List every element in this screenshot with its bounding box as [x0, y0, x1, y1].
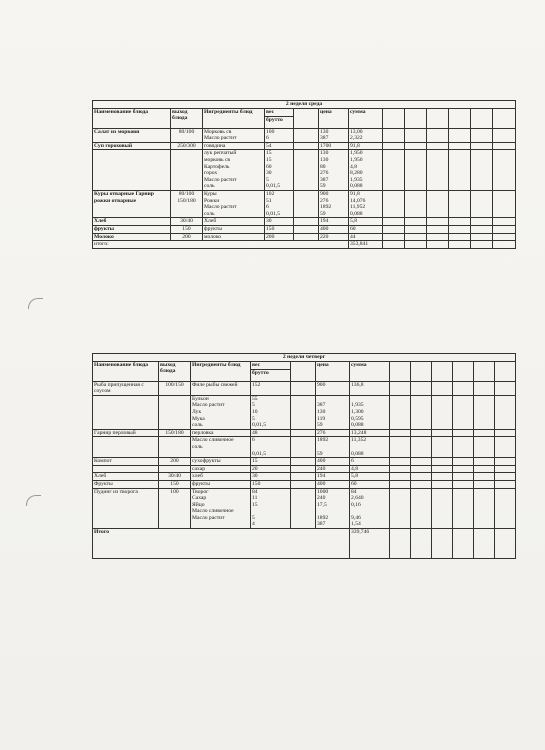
col-header-price: цена [316, 361, 350, 381]
col-header-sum: сумма [349, 108, 383, 128]
table-row [93, 395, 516, 429]
dish-name: фрукты [93, 225, 171, 233]
dish-output: 100 [159, 488, 191, 529]
dish-sum: 136,8 [350, 381, 390, 395]
dish-weight: 152 [251, 381, 291, 395]
dish-ingredients: говядина [203, 142, 265, 150]
dish-weight: 20 [251, 465, 291, 473]
table-row [93, 150, 516, 191]
dish-ingredients: сахар [191, 465, 251, 473]
dish-price: 1700 [319, 142, 349, 150]
menu-table-wednesday [92, 100, 516, 249]
dish-ingredients: Хлеб [203, 218, 265, 226]
table-row [93, 190, 516, 217]
dish-name [93, 150, 171, 191]
col-header-gross: брутто [265, 116, 294, 128]
dish-sum: 4,8 [350, 465, 390, 473]
dish-sum: 1,935 1,300 0,595 0,088 [350, 395, 390, 429]
table-row [93, 437, 516, 458]
col-header-output: выход блюда [171, 108, 203, 128]
table-row [93, 218, 516, 226]
col-header-name: Наименование блюда [93, 108, 171, 128]
dish-ingredients: хлеб [191, 473, 251, 481]
col-header-name: Наименование блюда [93, 361, 159, 381]
dish-sum: 60 [349, 225, 383, 233]
col-header-ingredients: Ингредиенты блюд [191, 361, 251, 381]
total-value: 353,841 [349, 241, 383, 249]
dish-name: Салат из моркови [93, 128, 171, 142]
total-value: 339,746 [350, 529, 390, 559]
dish-output: 250/300 [171, 142, 203, 150]
dish-ingredients: сухофрукты [191, 458, 251, 466]
dish-ingredients: Масло сливочное соль [191, 437, 251, 458]
dish-price: 400 [319, 225, 349, 233]
dish-price: 387 130 119 59 [316, 395, 350, 429]
dish-name: Хлеб [93, 218, 171, 226]
table-row [93, 465, 516, 473]
dish-name: Хлеб [93, 473, 159, 481]
dish-sum: 84 2,640 0,16 9,46 1,54 [350, 488, 390, 529]
dish-sum: 44 [349, 233, 383, 241]
dish-name: Суп гороховый [93, 142, 171, 150]
dish-price: 1892 59 [316, 437, 350, 458]
dish-sum: 91,8 14,076 11,952 0,088 [349, 190, 383, 217]
dish-weight: 54 [265, 142, 294, 150]
dish-output: 30/40 [171, 218, 203, 226]
dish-ingredients: лук репчатый морковь св Картофель горох Масло растит соль [203, 150, 265, 191]
dish-output: 80/100 150/180 [171, 190, 203, 217]
col-header-output: выход блюда [159, 361, 191, 381]
dish-weight: 84 11 15 5 4 [251, 488, 291, 529]
dish-weight: 15 15 60 30 5 0,01,5 [265, 150, 294, 191]
dish-price: 900 [316, 381, 350, 395]
dish-price: 130 130 80 276 387 59 [319, 150, 349, 191]
dish-output: 200 [159, 458, 191, 466]
dish-sum: 13,00 2,322 [349, 128, 383, 142]
menu-table-thursday [92, 353, 516, 559]
col-header-price: цена [319, 108, 349, 128]
dish-price: 194 [316, 473, 350, 481]
dish-output: 80/100 [171, 128, 203, 142]
dish-weight: 150 [265, 225, 294, 233]
dish-price: 276 [316, 429, 350, 437]
col-header-ingredients: Ингредиенты блюд [203, 108, 265, 128]
dish-name: Компот [93, 458, 159, 466]
dish-sum: 5,8 [349, 218, 383, 226]
total-label: итого: [93, 241, 349, 249]
dish-weight: 6 0,01,5 [251, 437, 291, 458]
dish-ingredients: Морковь св Масло растит [203, 128, 265, 142]
dish-ingredients: фрукты [191, 480, 251, 488]
dish-output: 30/40 [159, 473, 191, 481]
dish-sum: 91,8 [349, 142, 383, 150]
dish-ingredients: Куры Рожки Масло растит соль [203, 190, 265, 217]
dish-name: Пудинг из творога [93, 488, 159, 529]
table-row [93, 458, 516, 466]
dish-price: 130 387 [319, 128, 349, 142]
dish-price: 400 [316, 480, 350, 488]
dish-sum: 6 [350, 458, 390, 466]
dish-output: 150/180 [159, 429, 191, 437]
dish-output [159, 465, 191, 473]
dish-output [159, 395, 191, 429]
table-title: 2 недели четверг [93, 354, 516, 362]
table-row [93, 142, 516, 150]
dish-ingredients: перловка [191, 429, 251, 437]
dish-sum: 5,8 [350, 473, 390, 481]
dish-output: 150 [171, 225, 203, 233]
dish-price: 900 276 1892 59 [319, 190, 349, 217]
dish-name: Фрукты [93, 480, 159, 488]
total-label: Итого [93, 529, 350, 559]
col-header-weight: вес [265, 108, 294, 116]
table-row [93, 473, 516, 481]
dish-name: Рыба припущенная с соусом [93, 381, 159, 395]
col-header-sum: сумма [350, 361, 390, 381]
dish-weight: 30 [265, 218, 294, 226]
dish-name: Куры отварные Гарнир рожки отварные [93, 190, 171, 217]
dish-ingredients: фрукты [203, 225, 265, 233]
dish-ingredients: Творог Сахар Яйцо Масло сливочное Масло растит [191, 488, 251, 529]
table-row [93, 429, 516, 437]
dish-weight: 100 6 [265, 128, 294, 142]
dish-price: 240 [316, 465, 350, 473]
dish-name: Гарнир перловый [93, 429, 159, 437]
punch-mark-top [28, 298, 43, 309]
dish-weight: 200 [265, 233, 294, 241]
dish-ingredients: молоко [203, 233, 265, 241]
table-row [93, 480, 516, 488]
dish-output [171, 150, 203, 191]
dish-weight: 102 51 6 0,01,5 [265, 190, 294, 217]
dish-weight: 30 [251, 473, 291, 481]
dish-name [93, 395, 159, 429]
col-header-gross: брутто [251, 369, 291, 381]
dish-weight: 15 [251, 458, 291, 466]
table-row [93, 488, 516, 529]
table-row [93, 381, 516, 395]
col-header-weight: вес [251, 361, 291, 369]
dish-price: 1000 240 17,5 1892 387 [316, 488, 350, 529]
dish-price: 220 [319, 233, 349, 241]
dish-sum: 1,950 1,950 4,8 8,280 1,935 0,088 [349, 150, 383, 191]
punch-mark-bottom [26, 495, 41, 506]
dish-price: 400 [316, 458, 350, 466]
dish-weight: 48 [251, 429, 291, 437]
dish-ingredients: Бульон Масло растит Лук Мука соль [191, 395, 251, 429]
table-row [93, 225, 516, 233]
dish-output: 100/150 [159, 381, 191, 395]
dish-weight: 55 5 10 5 0,01,5 [251, 395, 291, 429]
dish-ingredients: Филе рыбы свежей [191, 381, 251, 395]
table-row [93, 128, 516, 142]
dish-sum: 60 [350, 480, 390, 488]
dish-output: 150 [159, 480, 191, 488]
dish-sum: 13,248 [350, 429, 390, 437]
dish-name [93, 465, 159, 473]
dish-output: 200 [171, 233, 203, 241]
dish-sum: 11,352 0,088 [350, 437, 390, 458]
dish-name: Молоко [93, 233, 171, 241]
table-title: 2 неделя среда [93, 101, 516, 109]
dish-price: 194 [319, 218, 349, 226]
dish-name [93, 437, 159, 458]
table-row [93, 233, 516, 241]
dish-output [159, 437, 191, 458]
dish-weight: 150 [251, 480, 291, 488]
